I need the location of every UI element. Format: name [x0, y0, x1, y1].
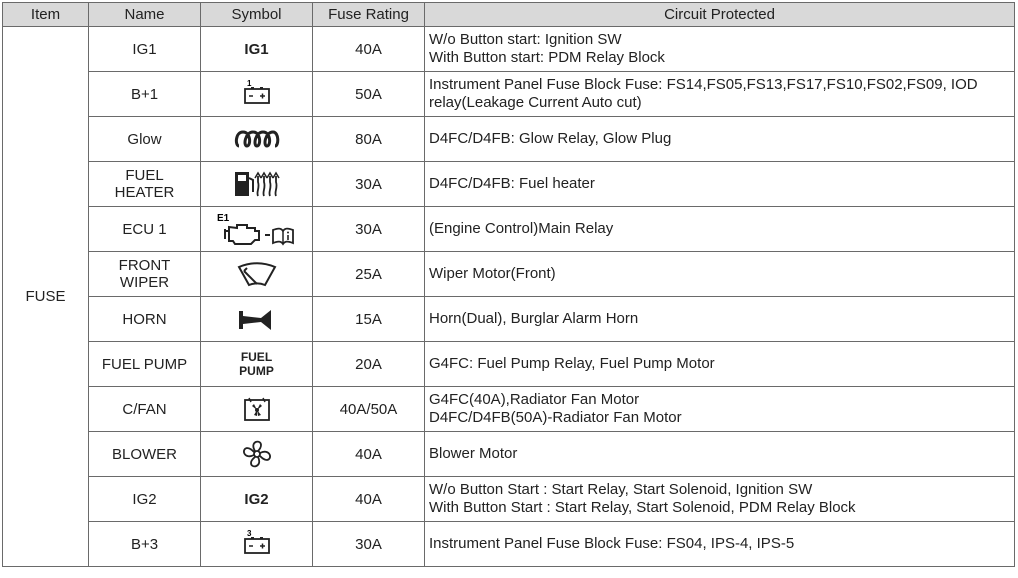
- symbol-cell: [201, 117, 313, 162]
- circuit-line: G4FC: Fuel Pump Relay, Fuel Pump Motor: [429, 355, 715, 372]
- name-cell: [89, 297, 201, 342]
- rating-cell: 30A: [313, 207, 425, 252]
- circuit-cell: [425, 477, 1015, 522]
- name-text: IG1: [132, 40, 157, 58]
- name-cell: [89, 252, 201, 297]
- symbol-cell: [201, 252, 313, 297]
- symbol-index: 3: [246, 529, 251, 538]
- circuit-line: With Button Start : Start Relay, Start Solenoid, PDM Relay Block: [429, 499, 856, 516]
- header-circuit: Circuit Protected: [425, 3, 1015, 27]
- circuit-line: D4FC/D4FB(50A)-Radiator Fan Motor: [429, 409, 682, 426]
- circuit-cell: [425, 252, 1015, 297]
- name-text: WIPER: [119, 274, 170, 291]
- name-cell: [89, 432, 201, 477]
- symbol-cell: [201, 27, 313, 72]
- circuit-line: G4FC(40A),Radiator Fan Motor: [429, 391, 640, 408]
- fuel-heater-icon: [231, 168, 283, 200]
- rating-cell: 50A: [313, 72, 425, 117]
- circuit-cell: [425, 207, 1015, 252]
- circuit-cell: [425, 72, 1015, 117]
- name-cell: [89, 522, 201, 567]
- table-row: [3, 207, 1015, 252]
- name-text: HORN: [122, 310, 167, 328]
- ig1-symbol: IG1: [244, 40, 269, 58]
- circuit-line: Horn(Dual), Burglar Alarm Horn: [429, 310, 639, 327]
- circuit-cell: [425, 387, 1015, 432]
- name-text: B+1: [130, 85, 159, 103]
- rating-cell: 40A: [313, 432, 425, 477]
- symbol-cell: [201, 387, 313, 432]
- header-row: [3, 3, 1015, 27]
- name-cell: [89, 207, 201, 252]
- fuel-pump-symbol: [239, 350, 274, 378]
- name-text: BLOWER: [111, 445, 177, 463]
- wiper-icon: [235, 259, 279, 289]
- header-name: Name: [89, 3, 201, 27]
- table-row: [3, 432, 1015, 477]
- rating-cell: 40A/50A: [313, 387, 425, 432]
- name-cell: [89, 387, 201, 432]
- symbol-text-line: FUEL: [240, 349, 273, 364]
- symbol-index: E1: [216, 213, 229, 224]
- symbol-cell: [201, 342, 313, 387]
- rating-cell: 20A: [313, 342, 425, 387]
- name-cell: [89, 162, 201, 207]
- symbol-cell: [201, 162, 313, 207]
- symbol-cell: [201, 522, 313, 567]
- circuit-cell: [425, 432, 1015, 477]
- table-row: [3, 342, 1015, 387]
- table-row: [3, 117, 1015, 162]
- circuit-cell: [425, 297, 1015, 342]
- fuse-table: [2, 2, 1015, 567]
- rating-cell: 40A: [313, 27, 425, 72]
- name-text: Glow: [127, 130, 162, 148]
- circuit-line: Blower Motor: [429, 445, 518, 462]
- circuit-cell: [425, 342, 1015, 387]
- name-text: B+3: [130, 535, 159, 553]
- rating-cell: 40A: [313, 477, 425, 522]
- rating-cell: 15A: [313, 297, 425, 342]
- name-text: C/FAN: [122, 400, 167, 418]
- name-text: IG2: [132, 490, 157, 508]
- circuit-line: relay(Leakage Current Auto cut): [429, 94, 642, 111]
- horn-icon: [235, 304, 279, 334]
- table-row: [3, 297, 1015, 342]
- symbol-index: 1: [246, 79, 251, 88]
- battery-icon: [237, 529, 277, 559]
- symbol-text-line: PUMP: [239, 363, 274, 378]
- name-cell: [89, 72, 201, 117]
- symbol-cell: [201, 477, 313, 522]
- circuit-cell: [425, 522, 1015, 567]
- glow-plug-icon: [233, 124, 281, 154]
- circuit-cell: [425, 27, 1015, 72]
- blower-fan-icon: [237, 437, 277, 471]
- radiator-fan-icon: [237, 394, 277, 424]
- rating-cell: 25A: [313, 252, 425, 297]
- name-text: ECU 1: [122, 220, 167, 238]
- name-cell: [89, 27, 201, 72]
- symbol-cell: [201, 72, 313, 117]
- table-row: [3, 522, 1015, 567]
- circuit-cell: [425, 117, 1015, 162]
- table-row: [3, 477, 1015, 522]
- circuit-line: Instrument Panel Fuse Block Fuse: FS04, IPS-4, IPS-5: [429, 535, 795, 552]
- table-row: [3, 252, 1015, 297]
- table-row: [3, 27, 1015, 72]
- header-rating: Fuse Rating: [313, 3, 425, 27]
- header-symbol: Symbol: [201, 3, 313, 27]
- name-text: FUEL: [125, 167, 164, 184]
- rating-cell: 30A: [313, 162, 425, 207]
- ig2-symbol: IG2: [244, 490, 269, 508]
- circuit-cell: [425, 162, 1015, 207]
- circuit-line: Instrument Panel Fuse Block Fuse: FS14,FS05,FS13,FS17,FS10,FS02,FS09, IOD: [429, 76, 978, 93]
- name-text: FRONT: [118, 257, 171, 274]
- circuit-line: (Engine Control)Main Relay: [429, 220, 614, 237]
- name-cell: [89, 342, 201, 387]
- table-row: [3, 162, 1015, 207]
- symbol-cell: [201, 297, 313, 342]
- circuit-line: W/o Button start: Ignition SW: [429, 31, 622, 48]
- name-text: HEATER: [114, 184, 175, 201]
- symbol-cell: [201, 432, 313, 477]
- symbol-cell: [201, 207, 313, 252]
- circuit-line: With Button start: PDM Relay Block: [429, 49, 665, 66]
- name-cell: [89, 477, 201, 522]
- table-row: [3, 387, 1015, 432]
- table-row: [3, 72, 1015, 117]
- circuit-line: Wiper Motor(Front): [429, 265, 556, 282]
- battery-icon: [237, 79, 277, 109]
- engine-manual-icon: [215, 211, 299, 247]
- circuit-line: W/o Button Start : Start Relay, Start Solenoid, Ignition SW: [429, 481, 813, 498]
- item-cell: FUSE: [3, 27, 89, 567]
- header-item: Item: [3, 3, 89, 27]
- circuit-line: D4FC/D4FB: Fuel heater: [429, 175, 595, 192]
- name-cell: [89, 117, 201, 162]
- circuit-line: D4FC/D4FB: Glow Relay, Glow Plug: [429, 130, 672, 147]
- rating-cell: 80A: [313, 117, 425, 162]
- name-text: FUEL PUMP: [101, 355, 188, 373]
- rating-cell: 30A: [313, 522, 425, 567]
